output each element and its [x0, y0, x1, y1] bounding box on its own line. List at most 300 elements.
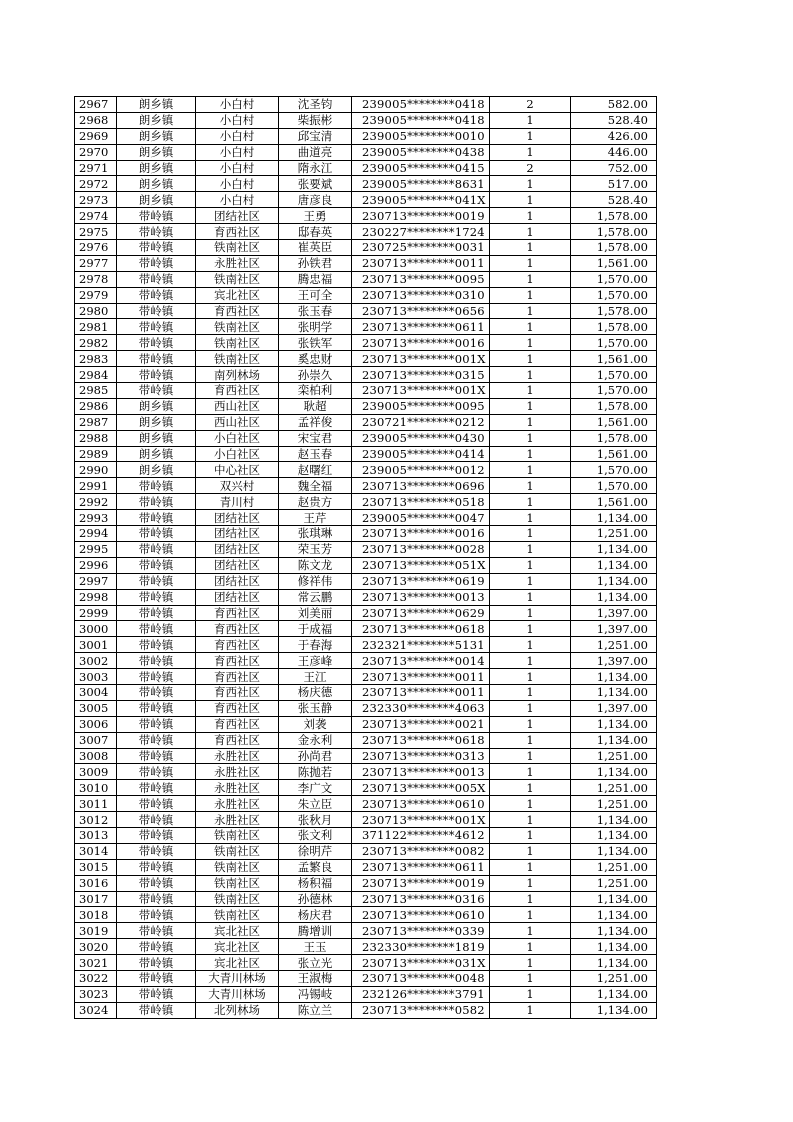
name-cell: 王芹	[279, 510, 352, 526]
town-cell: 带岭镇	[117, 541, 196, 557]
table-row	[75, 939, 657, 955]
id-number-cell: 230713********0313	[352, 748, 490, 764]
table-row	[75, 589, 657, 605]
town-cell: 朗乡镇	[117, 112, 196, 128]
row-number-cell: 2997	[75, 573, 117, 589]
town-cell: 带岭镇	[117, 748, 196, 764]
id-number-cell: 230725********0031	[352, 240, 490, 256]
id-number-cell: 230721********0212	[352, 414, 490, 430]
id-number-cell: 230713********0021	[352, 716, 490, 732]
name-cell: 赵曙红	[279, 462, 352, 478]
name-cell: 张玉春	[279, 303, 352, 319]
amount-cell: 446.00	[571, 144, 657, 160]
name-cell: 王彦峰	[279, 653, 352, 669]
count-cell: 1	[490, 748, 571, 764]
name-cell: 张秋月	[279, 812, 352, 828]
id-number-cell: 230713********0082	[352, 843, 490, 859]
village-cell: 育西社区	[196, 700, 279, 716]
row-number-cell: 3010	[75, 780, 117, 796]
name-cell: 腾增训	[279, 923, 352, 939]
id-number-cell: 232321********5131	[352, 637, 490, 653]
village-cell: 小白村	[196, 97, 279, 113]
table-row	[75, 255, 657, 271]
name-cell: 孙铁君	[279, 255, 352, 271]
amount-cell: 1,561.00	[571, 494, 657, 510]
amount-cell: 1,578.00	[571, 319, 657, 335]
count-cell: 1	[490, 780, 571, 796]
village-cell: 宾北社区	[196, 939, 279, 955]
amount-cell: 1,578.00	[571, 224, 657, 240]
village-cell: 育西社区	[196, 605, 279, 621]
town-cell: 带岭镇	[117, 732, 196, 748]
name-cell: 赵贵方	[279, 494, 352, 510]
amount-cell: 1,578.00	[571, 398, 657, 414]
amount-cell: 1,561.00	[571, 414, 657, 430]
table-row	[75, 271, 657, 287]
row-number-cell: 3001	[75, 637, 117, 653]
town-cell: 带岭镇	[117, 891, 196, 907]
count-cell: 1	[490, 319, 571, 335]
row-number-cell: 3021	[75, 955, 117, 971]
table-row	[75, 383, 657, 399]
count-cell: 1	[490, 605, 571, 621]
count-cell: 1	[490, 637, 571, 653]
amount-cell: 1,134.00	[571, 541, 657, 557]
id-number-cell: 230713********0656	[352, 303, 490, 319]
id-number-cell: 230713********0611	[352, 859, 490, 875]
village-cell: 小白社区	[196, 446, 279, 462]
amount-cell: 1,134.00	[571, 684, 657, 700]
id-number-cell: 230713********0629	[352, 605, 490, 621]
amount-cell: 528.40	[571, 112, 657, 128]
amount-cell: 1,397.00	[571, 621, 657, 637]
table-row	[75, 224, 657, 240]
table-row	[75, 208, 657, 224]
count-cell: 1	[490, 955, 571, 971]
row-number-cell: 3024	[75, 1002, 117, 1018]
row-number-cell: 2972	[75, 176, 117, 192]
row-number-cell: 3013	[75, 827, 117, 843]
table-row	[75, 192, 657, 208]
id-number-cell: 239005********0010	[352, 128, 490, 144]
name-cell: 王淑梅	[279, 970, 352, 986]
row-number-cell: 3008	[75, 748, 117, 764]
count-cell: 1	[490, 478, 571, 494]
amount-cell: 1,251.00	[571, 780, 657, 796]
village-cell: 铁南社区	[196, 843, 279, 859]
table-row	[75, 891, 657, 907]
town-cell: 带岭镇	[117, 240, 196, 256]
row-number-cell: 2983	[75, 351, 117, 367]
village-cell: 育西社区	[196, 303, 279, 319]
table-row	[75, 955, 657, 971]
village-cell: 铁南社区	[196, 859, 279, 875]
amount-cell: 1,561.00	[571, 351, 657, 367]
town-cell: 带岭镇	[117, 653, 196, 669]
amount-cell: 1,397.00	[571, 700, 657, 716]
count-cell: 1	[490, 764, 571, 780]
name-cell: 李广文	[279, 780, 352, 796]
amount-cell: 1,578.00	[571, 240, 657, 256]
row-number-cell: 2969	[75, 128, 117, 144]
amount-cell: 1,578.00	[571, 430, 657, 446]
name-cell: 唐彦良	[279, 192, 352, 208]
id-number-cell: 239005********0438	[352, 144, 490, 160]
name-cell: 魏全福	[279, 478, 352, 494]
count-cell: 1	[490, 271, 571, 287]
id-number-cell: 239005********0047	[352, 510, 490, 526]
count-cell: 1	[490, 208, 571, 224]
id-number-cell: 230713********001X	[352, 351, 490, 367]
amount-cell: 1,134.00	[571, 557, 657, 573]
village-cell: 永胜社区	[196, 255, 279, 271]
count-cell: 1	[490, 287, 571, 303]
row-number-cell: 3007	[75, 732, 117, 748]
table-row	[75, 859, 657, 875]
town-cell: 带岭镇	[117, 955, 196, 971]
name-cell: 邸春英	[279, 224, 352, 240]
row-number-cell: 2986	[75, 398, 117, 414]
village-cell: 小白社区	[196, 430, 279, 446]
village-cell: 南列林场	[196, 367, 279, 383]
id-number-cell: 239005********0415	[352, 160, 490, 176]
amount-cell: 1,251.00	[571, 526, 657, 542]
count-cell: 1	[490, 398, 571, 414]
name-cell: 金永利	[279, 732, 352, 748]
row-number-cell: 2975	[75, 224, 117, 240]
village-cell: 铁南社区	[196, 907, 279, 923]
village-cell: 永胜社区	[196, 780, 279, 796]
town-cell: 带岭镇	[117, 351, 196, 367]
count-cell: 1	[490, 732, 571, 748]
name-cell: 沈圣钧	[279, 97, 352, 113]
id-number-cell: 230713********0019	[352, 208, 490, 224]
name-cell: 隋永江	[279, 160, 352, 176]
name-cell: 冯锡岐	[279, 986, 352, 1002]
table-row	[75, 557, 657, 573]
table-row	[75, 621, 657, 637]
name-cell: 张明学	[279, 319, 352, 335]
id-number-cell: 230713********001X	[352, 812, 490, 828]
name-cell: 耿超	[279, 398, 352, 414]
id-number-cell: 239005********0414	[352, 446, 490, 462]
amount-cell: 1,134.00	[571, 589, 657, 605]
table-row	[75, 367, 657, 383]
name-cell: 张立光	[279, 955, 352, 971]
id-number-cell: 230713********0011	[352, 255, 490, 271]
town-cell: 带岭镇	[117, 970, 196, 986]
count-cell: 1	[490, 684, 571, 700]
row-number-cell: 3009	[75, 764, 117, 780]
row-number-cell: 2992	[75, 494, 117, 510]
id-number-cell: 230713********0315	[352, 367, 490, 383]
row-number-cell: 3005	[75, 700, 117, 716]
town-cell: 朗乡镇	[117, 446, 196, 462]
amount-cell: 1,561.00	[571, 255, 657, 271]
amount-cell: 1,251.00	[571, 748, 657, 764]
amount-cell: 1,134.00	[571, 891, 657, 907]
name-cell: 张要斌	[279, 176, 352, 192]
name-cell: 荣玉芳	[279, 541, 352, 557]
row-number-cell: 2978	[75, 271, 117, 287]
table-row	[75, 462, 657, 478]
count-cell: 1	[490, 589, 571, 605]
name-cell: 于春海	[279, 637, 352, 653]
count-cell: 1	[490, 573, 571, 589]
name-cell: 杨积福	[279, 875, 352, 891]
id-number-cell: 230713********0316	[352, 891, 490, 907]
amount-cell: 1,134.00	[571, 669, 657, 685]
row-number-cell: 3018	[75, 907, 117, 923]
name-cell: 腾忠福	[279, 271, 352, 287]
village-cell: 中心社区	[196, 462, 279, 478]
row-number-cell: 2988	[75, 430, 117, 446]
amount-cell: 1,134.00	[571, 939, 657, 955]
name-cell: 张琪琳	[279, 526, 352, 542]
village-cell: 小白村	[196, 176, 279, 192]
count-cell: 1	[490, 303, 571, 319]
count-cell: 1	[490, 653, 571, 669]
town-cell: 带岭镇	[117, 939, 196, 955]
table-row	[75, 653, 657, 669]
row-number-cell: 2984	[75, 367, 117, 383]
id-number-cell: 239005********0095	[352, 398, 490, 414]
id-number-cell: 232126********3791	[352, 986, 490, 1002]
amount-cell: 1,134.00	[571, 716, 657, 732]
village-cell: 育西社区	[196, 637, 279, 653]
name-cell: 崔英臣	[279, 240, 352, 256]
table-body	[75, 97, 657, 1019]
amount-cell: 1,134.00	[571, 986, 657, 1002]
name-cell: 柴振彬	[279, 112, 352, 128]
town-cell: 朗乡镇	[117, 176, 196, 192]
table-row	[75, 812, 657, 828]
amount-cell: 1,397.00	[571, 653, 657, 669]
town-cell: 带岭镇	[117, 367, 196, 383]
amount-cell: 1,134.00	[571, 827, 657, 843]
amount-cell: 1,570.00	[571, 271, 657, 287]
town-cell: 带岭镇	[117, 796, 196, 812]
name-cell: 刘袭	[279, 716, 352, 732]
village-cell: 育西社区	[196, 732, 279, 748]
name-cell: 张玉静	[279, 700, 352, 716]
amount-cell: 1,134.00	[571, 510, 657, 526]
row-number-cell: 2971	[75, 160, 117, 176]
amount-cell: 1,561.00	[571, 446, 657, 462]
id-number-cell: 230713********0095	[352, 271, 490, 287]
name-cell: 栾柏利	[279, 383, 352, 399]
town-cell: 带岭镇	[117, 494, 196, 510]
count-cell: 1	[490, 367, 571, 383]
town-cell: 带岭镇	[117, 827, 196, 843]
town-cell: 带岭镇	[117, 526, 196, 542]
town-cell: 带岭镇	[117, 986, 196, 1002]
village-cell: 育西社区	[196, 621, 279, 637]
row-number-cell: 2968	[75, 112, 117, 128]
village-cell: 团结社区	[196, 208, 279, 224]
count-cell: 1	[490, 923, 571, 939]
table-row	[75, 526, 657, 542]
payment-table	[74, 96, 657, 1019]
town-cell: 带岭镇	[117, 510, 196, 526]
count-cell: 1	[490, 907, 571, 923]
amount-cell: 752.00	[571, 160, 657, 176]
table-row	[75, 541, 657, 557]
name-cell: 常云鹏	[279, 589, 352, 605]
village-cell: 育西社区	[196, 224, 279, 240]
table-row	[75, 875, 657, 891]
row-number-cell: 3020	[75, 939, 117, 955]
name-cell: 陈抛若	[279, 764, 352, 780]
name-cell: 王江	[279, 669, 352, 685]
row-number-cell: 2979	[75, 287, 117, 303]
table-row	[75, 144, 657, 160]
town-cell: 带岭镇	[117, 557, 196, 573]
village-cell: 团结社区	[196, 510, 279, 526]
town-cell: 朗乡镇	[117, 414, 196, 430]
name-cell: 徐明芹	[279, 843, 352, 859]
row-number-cell: 2973	[75, 192, 117, 208]
table-row	[75, 748, 657, 764]
village-cell: 铁南社区	[196, 827, 279, 843]
amount-cell: 1,134.00	[571, 907, 657, 923]
id-number-cell: 230713********0696	[352, 478, 490, 494]
village-cell: 宾北社区	[196, 923, 279, 939]
amount-cell: 1,570.00	[571, 478, 657, 494]
id-number-cell: 230227********1724	[352, 224, 490, 240]
table-row	[75, 112, 657, 128]
id-number-cell: 230713********0048	[352, 970, 490, 986]
count-cell: 1	[490, 541, 571, 557]
row-number-cell: 3000	[75, 621, 117, 637]
id-number-cell: 239005********041X	[352, 192, 490, 208]
name-cell: 杨庆德	[279, 684, 352, 700]
town-cell: 朗乡镇	[117, 192, 196, 208]
table-row	[75, 700, 657, 716]
row-number-cell: 2977	[75, 255, 117, 271]
count-cell: 1	[490, 430, 571, 446]
table-row	[75, 478, 657, 494]
table-row	[75, 764, 657, 780]
table-row	[75, 446, 657, 462]
table-row	[75, 430, 657, 446]
row-number-cell: 3017	[75, 891, 117, 907]
village-cell: 铁南社区	[196, 271, 279, 287]
town-cell: 带岭镇	[117, 907, 196, 923]
row-number-cell: 2974	[75, 208, 117, 224]
town-cell: 带岭镇	[117, 271, 196, 287]
amount-cell: 1,570.00	[571, 335, 657, 351]
name-cell: 孟祥俊	[279, 414, 352, 430]
town-cell: 带岭镇	[117, 478, 196, 494]
town-cell: 带岭镇	[117, 764, 196, 780]
town-cell: 带岭镇	[117, 684, 196, 700]
count-cell: 1	[490, 859, 571, 875]
table-row	[75, 780, 657, 796]
count-cell: 1	[490, 128, 571, 144]
count-cell: 1	[490, 494, 571, 510]
amount-cell: 582.00	[571, 97, 657, 113]
row-number-cell: 2981	[75, 319, 117, 335]
name-cell: 赵玉春	[279, 446, 352, 462]
amount-cell: 1,397.00	[571, 605, 657, 621]
amount-cell: 1,134.00	[571, 955, 657, 971]
row-number-cell: 3023	[75, 986, 117, 1002]
row-number-cell: 3011	[75, 796, 117, 812]
town-cell: 带岭镇	[117, 859, 196, 875]
village-cell: 宾北社区	[196, 955, 279, 971]
id-number-cell: 230713********0016	[352, 526, 490, 542]
count-cell: 1	[490, 1002, 571, 1018]
village-cell: 西山社区	[196, 398, 279, 414]
id-number-cell: 239005********8631	[352, 176, 490, 192]
row-number-cell: 2980	[75, 303, 117, 319]
row-number-cell: 3003	[75, 669, 117, 685]
count-cell: 1	[490, 827, 571, 843]
village-cell: 双兴村	[196, 478, 279, 494]
amount-cell: 1,134.00	[571, 843, 657, 859]
table-row	[75, 684, 657, 700]
table-row	[75, 494, 657, 510]
name-cell: 邱宝清	[279, 128, 352, 144]
row-number-cell: 3014	[75, 843, 117, 859]
id-number-cell: 230713********0011	[352, 684, 490, 700]
count-cell: 1	[490, 700, 571, 716]
count-cell: 1	[490, 335, 571, 351]
amount-cell: 426.00	[571, 128, 657, 144]
amount-cell: 1,134.00	[571, 732, 657, 748]
name-cell: 孟繁良	[279, 859, 352, 875]
id-number-cell: 230713********0016	[352, 335, 490, 351]
row-number-cell: 3004	[75, 684, 117, 700]
village-cell: 青川村	[196, 494, 279, 510]
count-cell: 1	[490, 510, 571, 526]
row-number-cell: 3006	[75, 716, 117, 732]
name-cell: 孙崇久	[279, 367, 352, 383]
village-cell: 小白村	[196, 128, 279, 144]
table-row	[75, 160, 657, 176]
village-cell: 北列林场	[196, 1002, 279, 1018]
amount-cell: 1,578.00	[571, 208, 657, 224]
row-number-cell: 2967	[75, 97, 117, 113]
table-row	[75, 97, 657, 113]
table-row	[75, 573, 657, 589]
town-cell: 带岭镇	[117, 812, 196, 828]
row-number-cell: 2991	[75, 478, 117, 494]
town-cell: 朗乡镇	[117, 398, 196, 414]
village-cell: 育西社区	[196, 653, 279, 669]
table-row	[75, 398, 657, 414]
village-cell: 西山社区	[196, 414, 279, 430]
id-number-cell: 230713********0028	[352, 541, 490, 557]
count-cell: 1	[490, 414, 571, 430]
table-row	[75, 716, 657, 732]
town-cell: 带岭镇	[117, 843, 196, 859]
town-cell: 带岭镇	[117, 923, 196, 939]
amount-cell: 1,570.00	[571, 462, 657, 478]
town-cell: 带岭镇	[117, 383, 196, 399]
village-cell: 永胜社区	[196, 764, 279, 780]
count-cell: 1	[490, 224, 571, 240]
village-cell: 铁南社区	[196, 319, 279, 335]
count-cell: 1	[490, 446, 571, 462]
count-cell: 1	[490, 112, 571, 128]
count-cell: 1	[490, 621, 571, 637]
name-cell: 王勇	[279, 208, 352, 224]
table-row	[75, 414, 657, 430]
amount-cell: 1,134.00	[571, 923, 657, 939]
village-cell: 铁南社区	[196, 891, 279, 907]
